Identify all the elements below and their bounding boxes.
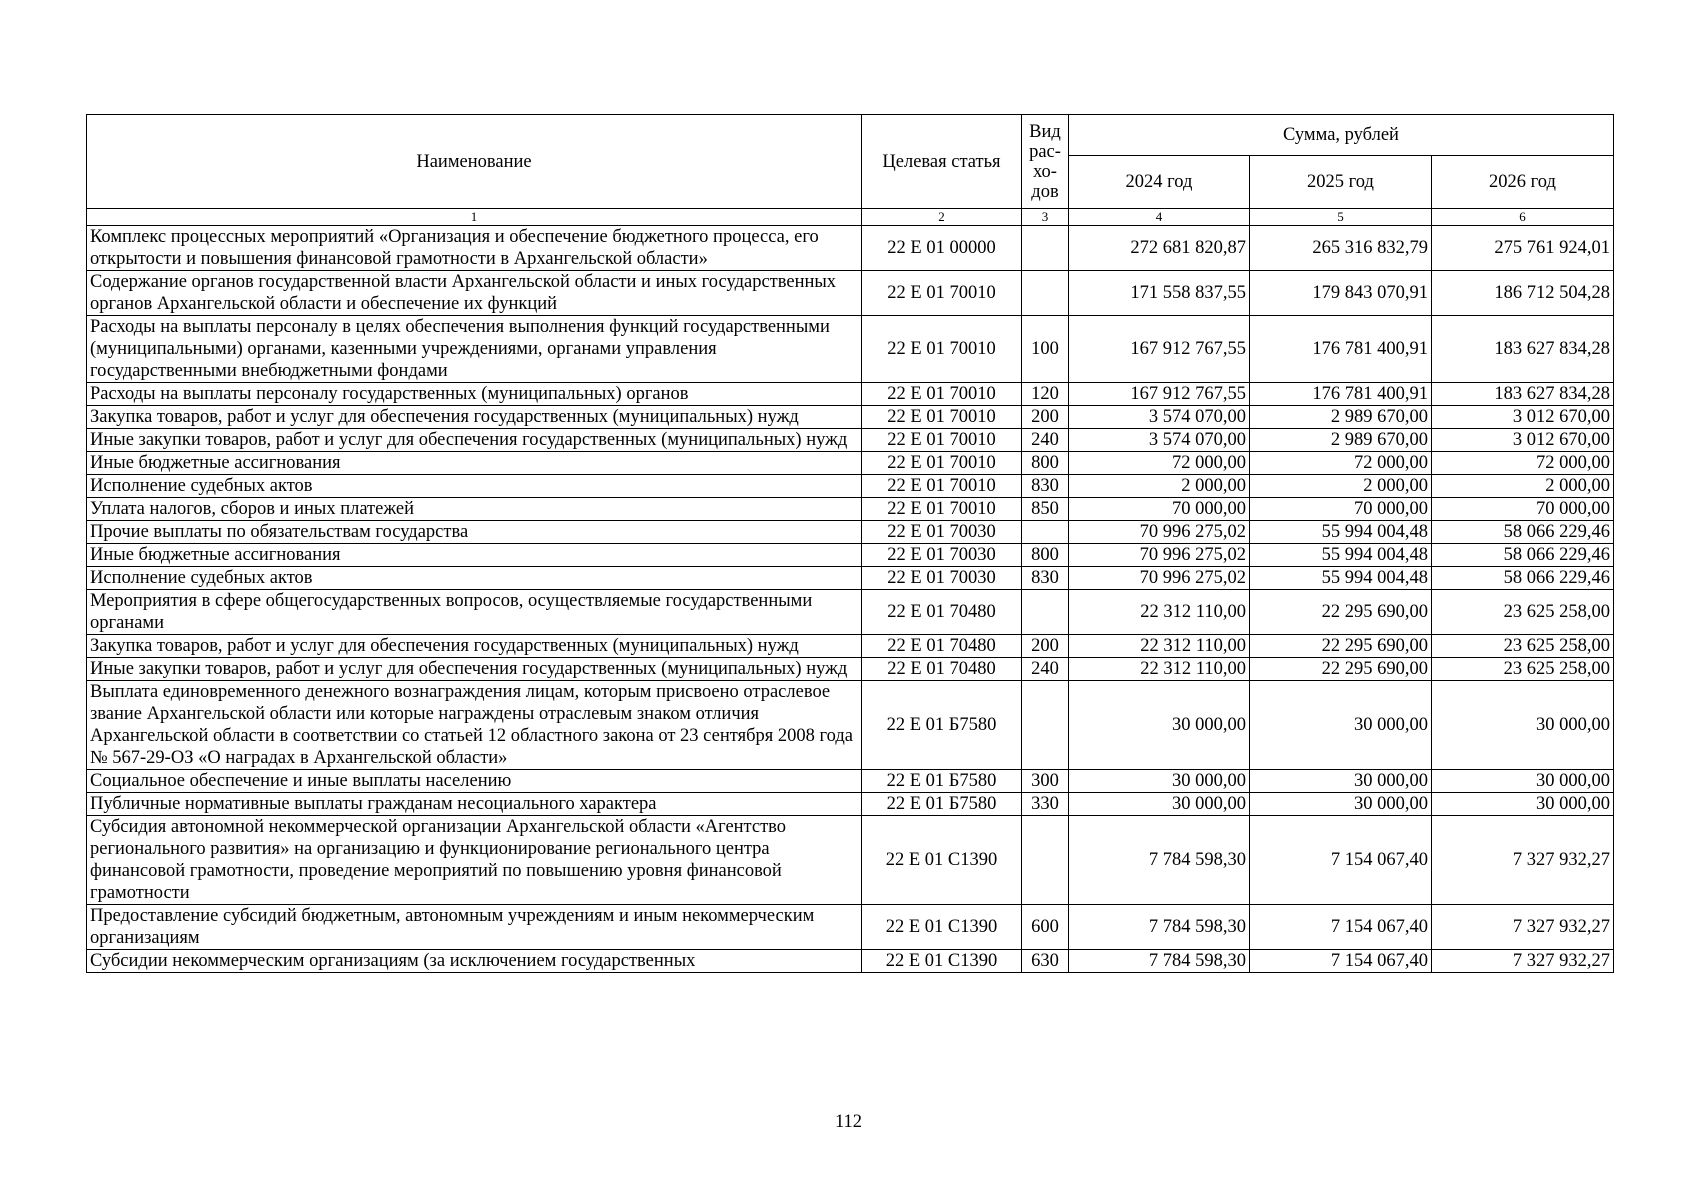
row-name: Уплата налогов, сборов и иных платежей <box>87 498 862 521</box>
row-amount-2025: 30 000,00 <box>1250 793 1432 816</box>
row-name: Расходы на выплаты персоналу в целях обеспечения выполнения функций государственными (муниципальными) органами, казенными учреждениями, органами управления государственными внебюджетными фондами <box>87 316 862 383</box>
table-row <box>87 316 1614 383</box>
row-name: Закупка товаров, работ и услуг для обеспечения государственных (муниципальных) нужд <box>87 635 862 658</box>
table-row <box>87 406 1614 429</box>
row-name: Закупка товаров, работ и услуг для обеспечения государственных (муниципальных) нужд <box>87 406 862 429</box>
row-target-code: 22 Е 01 70010 <box>862 452 1022 475</box>
row-expense-kind: 830 <box>1022 475 1069 498</box>
row-expense-kind: 800 <box>1022 544 1069 567</box>
row-target-code: 22 Е 01 70010 <box>862 316 1022 383</box>
row-amount-2026: 72 000,00 <box>1432 452 1614 475</box>
row-target-code: 22 Е 01 70480 <box>862 635 1022 658</box>
column-number: 5 <box>1250 209 1432 226</box>
header-year-2026: 2026 год <box>1432 156 1614 209</box>
row-amount-2024: 7 784 598,30 <box>1069 816 1250 905</box>
row-amount-2025: 2 989 670,00 <box>1250 429 1432 452</box>
row-expense-kind <box>1022 816 1069 905</box>
row-expense-kind <box>1022 590 1069 635</box>
column-number: 2 <box>862 209 1022 226</box>
header-name: Наименование <box>87 115 862 209</box>
table-row <box>87 590 1614 635</box>
row-amount-2026: 7 327 932,27 <box>1432 816 1614 905</box>
table-row <box>87 452 1614 475</box>
row-expense-kind <box>1022 521 1069 544</box>
row-amount-2025: 72 000,00 <box>1250 452 1432 475</box>
row-amount-2026: 7 327 932,27 <box>1432 950 1614 973</box>
row-expense-kind: 120 <box>1022 383 1069 406</box>
row-amount-2025: 176 781 400,91 <box>1250 316 1432 383</box>
row-amount-2026: 275 761 924,01 <box>1432 226 1614 271</box>
table-row <box>87 770 1614 793</box>
table-row <box>87 658 1614 681</box>
row-target-code: 22 Е 01 70010 <box>862 475 1022 498</box>
table-row <box>87 567 1614 590</box>
row-name: Прочие выплаты по обязательствам государства <box>87 521 862 544</box>
row-amount-2024: 70 996 275,02 <box>1069 567 1250 590</box>
row-target-code: 22 Е 01 70030 <box>862 567 1022 590</box>
row-amount-2024: 70 996 275,02 <box>1069 544 1250 567</box>
row-target-code: 22 Е 01 70480 <box>862 658 1022 681</box>
row-amount-2026: 30 000,00 <box>1432 793 1614 816</box>
row-target-code: 22 Е 01 С1390 <box>862 816 1022 905</box>
row-amount-2026: 23 625 258,00 <box>1432 658 1614 681</box>
row-amount-2024: 7 784 598,30 <box>1069 950 1250 973</box>
row-amount-2024: 167 912 767,55 <box>1069 383 1250 406</box>
row-amount-2025: 7 154 067,40 <box>1250 950 1432 973</box>
row-name: Социальное обеспечение и иные выплаты населению <box>87 770 862 793</box>
column-number-row <box>87 209 1614 226</box>
row-amount-2024: 22 312 110,00 <box>1069 658 1250 681</box>
row-amount-2024: 22 312 110,00 <box>1069 635 1250 658</box>
row-amount-2026: 183 627 834,28 <box>1432 316 1614 383</box>
row-amount-2025: 265 316 832,79 <box>1250 226 1432 271</box>
row-name: Предоставление субсидий бюджетным, автономным учреждениям и иным некоммерческим организациям <box>87 905 862 950</box>
row-amount-2024: 30 000,00 <box>1069 770 1250 793</box>
row-amount-2024: 3 574 070,00 <box>1069 429 1250 452</box>
row-target-code: 22 Е 01 00000 <box>862 226 1022 271</box>
table-row <box>87 635 1614 658</box>
header-year-2024: 2024 год <box>1069 156 1250 209</box>
row-amount-2025: 176 781 400,91 <box>1250 383 1432 406</box>
row-name: Расходы на выплаты персоналу государственных (муниципальных) органов <box>87 383 862 406</box>
row-expense-kind: 200 <box>1022 406 1069 429</box>
row-name: Комплекс процессных мероприятий «Организация и обеспечение бюджетного процесса, его открытости и повышения финансовой грамотности в Архангельской области» <box>87 226 862 271</box>
row-amount-2024: 7 784 598,30 <box>1069 905 1250 950</box>
table-row <box>87 905 1614 950</box>
row-target-code: 22 Е 01 70010 <box>862 498 1022 521</box>
row-amount-2026: 58 066 229,46 <box>1432 521 1614 544</box>
row-expense-kind: 630 <box>1022 950 1069 973</box>
row-name: Иные бюджетные ассигнования <box>87 544 862 567</box>
row-amount-2024: 3 574 070,00 <box>1069 406 1250 429</box>
column-number: 4 <box>1069 209 1250 226</box>
row-amount-2025: 7 154 067,40 <box>1250 816 1432 905</box>
row-amount-2024: 30 000,00 <box>1069 793 1250 816</box>
row-expense-kind: 200 <box>1022 635 1069 658</box>
row-amount-2025: 2 989 670,00 <box>1250 406 1432 429</box>
row-target-code: 22 Е 01 С1390 <box>862 950 1022 973</box>
row-amount-2025: 30 000,00 <box>1250 681 1432 770</box>
row-amount-2024: 72 000,00 <box>1069 452 1250 475</box>
row-target-code: 22 Е 01 Б7580 <box>862 793 1022 816</box>
row-name: Содержание органов государственной власти Архангельской области и иных государственных органов Архангельской области и обеспечение их функций <box>87 271 862 316</box>
row-expense-kind <box>1022 271 1069 316</box>
row-name: Иные бюджетные ассигнования <box>87 452 862 475</box>
header-kind: Вид рас-хо-дов <box>1022 115 1069 209</box>
row-amount-2026: 3 012 670,00 <box>1432 429 1614 452</box>
row-amount-2025: 179 843 070,91 <box>1250 271 1432 316</box>
row-expense-kind: 100 <box>1022 316 1069 383</box>
header-sum: Сумма, рублей <box>1069 115 1614 156</box>
row-expense-kind: 800 <box>1022 452 1069 475</box>
row-amount-2024: 22 312 110,00 <box>1069 590 1250 635</box>
table-row <box>87 521 1614 544</box>
row-amount-2025: 7 154 067,40 <box>1250 905 1432 950</box>
row-amount-2025: 22 295 690,00 <box>1250 635 1432 658</box>
row-target-code: 22 Е 01 Б7580 <box>862 770 1022 793</box>
budget-table <box>86 114 1614 973</box>
row-expense-kind: 240 <box>1022 429 1069 452</box>
row-expense-kind: 830 <box>1022 567 1069 590</box>
row-amount-2025: 22 295 690,00 <box>1250 658 1432 681</box>
row-amount-2025: 70 000,00 <box>1250 498 1432 521</box>
row-name: Исполнение судебных актов <box>87 475 862 498</box>
row-expense-kind: 300 <box>1022 770 1069 793</box>
row-target-code: 22 Е 01 Б7580 <box>862 681 1022 770</box>
table-row <box>87 271 1614 316</box>
row-expense-kind: 240 <box>1022 658 1069 681</box>
table-row <box>87 498 1614 521</box>
table-row <box>87 544 1614 567</box>
row-expense-kind <box>1022 681 1069 770</box>
row-name: Иные закупки товаров, работ и услуг для обеспечения государственных (муниципальных) нужд <box>87 658 862 681</box>
column-number: 6 <box>1432 209 1614 226</box>
row-amount-2025: 55 994 004,48 <box>1250 567 1432 590</box>
row-amount-2024: 167 912 767,55 <box>1069 316 1250 383</box>
row-amount-2024: 272 681 820,87 <box>1069 226 1250 271</box>
row-amount-2025: 30 000,00 <box>1250 770 1432 793</box>
table-row <box>87 383 1614 406</box>
row-target-code: 22 Е 01 70480 <box>862 590 1022 635</box>
header-year-2025: 2025 год <box>1250 156 1432 209</box>
row-name: Субсидия автономной некоммерческой организации Архангельской области «Агентство регионального развития» на организацию и функционирование регионального центра финансовой грамотности, проведение мероприятий по повышению уровня финансовой грамотности <box>87 816 862 905</box>
row-amount-2025: 55 994 004,48 <box>1250 521 1432 544</box>
row-amount-2026: 30 000,00 <box>1432 681 1614 770</box>
row-amount-2026: 30 000,00 <box>1432 770 1614 793</box>
row-target-code: 22 Е 01 70010 <box>862 429 1022 452</box>
table-row <box>87 226 1614 271</box>
row-amount-2025: 55 994 004,48 <box>1250 544 1432 567</box>
row-name: Выплата единовременного денежного вознаграждения лицам, которым присвоено отраслевое звание Архангельской области или которые награждены отраслевым знаком отличия Архангельской области в соответствии со статьей 12 областного закона от 23 сентября 2008 года № 567-29-ОЗ «О наградах в Архангельской области» <box>87 681 862 770</box>
row-amount-2024: 2 000,00 <box>1069 475 1250 498</box>
row-amount-2025: 2 000,00 <box>1250 475 1432 498</box>
row-expense-kind: 330 <box>1022 793 1069 816</box>
table-body <box>87 226 1614 973</box>
row-expense-kind <box>1022 226 1069 271</box>
header-code: Целевая статья <box>862 115 1022 209</box>
row-amount-2026: 3 012 670,00 <box>1432 406 1614 429</box>
row-amount-2024: 30 000,00 <box>1069 681 1250 770</box>
row-amount-2026: 7 327 932,27 <box>1432 905 1614 950</box>
table-row <box>87 681 1614 770</box>
row-target-code: 22 Е 01 70010 <box>862 383 1022 406</box>
row-name: Мероприятия в сфере общегосударственных вопросов, осуществляемые государственными органами <box>87 590 862 635</box>
row-amount-2024: 70 996 275,02 <box>1069 521 1250 544</box>
row-expense-kind: 600 <box>1022 905 1069 950</box>
row-target-code: 22 Е 01 70030 <box>862 521 1022 544</box>
row-name: Субсидии некоммерческим организациям (за исключением государственных <box>87 950 862 973</box>
row-amount-2026: 183 627 834,28 <box>1432 383 1614 406</box>
table-row <box>87 950 1614 973</box>
row-amount-2026: 2 000,00 <box>1432 475 1614 498</box>
table-row <box>87 793 1614 816</box>
table-row <box>87 475 1614 498</box>
row-amount-2026: 23 625 258,00 <box>1432 590 1614 635</box>
row-amount-2026: 186 712 504,28 <box>1432 271 1614 316</box>
row-amount-2024: 171 558 837,55 <box>1069 271 1250 316</box>
row-amount-2025: 22 295 690,00 <box>1250 590 1432 635</box>
column-number: 3 <box>1022 209 1069 226</box>
row-amount-2026: 23 625 258,00 <box>1432 635 1614 658</box>
row-target-code: 22 Е 01 С1390 <box>862 905 1022 950</box>
column-number: 1 <box>87 209 862 226</box>
row-expense-kind: 850 <box>1022 498 1069 521</box>
row-target-code: 22 Е 01 70010 <box>862 406 1022 429</box>
row-amount-2026: 70 000,00 <box>1432 498 1614 521</box>
table-row <box>87 816 1614 905</box>
table-header <box>87 115 1614 226</box>
row-target-code: 22 Е 01 70010 <box>862 271 1022 316</box>
row-name: Исполнение судебных актов <box>87 567 862 590</box>
row-name: Публичные нормативные выплаты гражданам несоциального характера <box>87 793 862 816</box>
table-row <box>87 429 1614 452</box>
row-amount-2026: 58 066 229,46 <box>1432 544 1614 567</box>
row-name: Иные закупки товаров, работ и услуг для обеспечения государственных (муниципальных) нужд <box>87 429 862 452</box>
row-amount-2026: 58 066 229,46 <box>1432 567 1614 590</box>
page-number: 112 <box>834 1112 863 1132</box>
row-target-code: 22 Е 01 70030 <box>862 544 1022 567</box>
row-amount-2024: 70 000,00 <box>1069 498 1250 521</box>
